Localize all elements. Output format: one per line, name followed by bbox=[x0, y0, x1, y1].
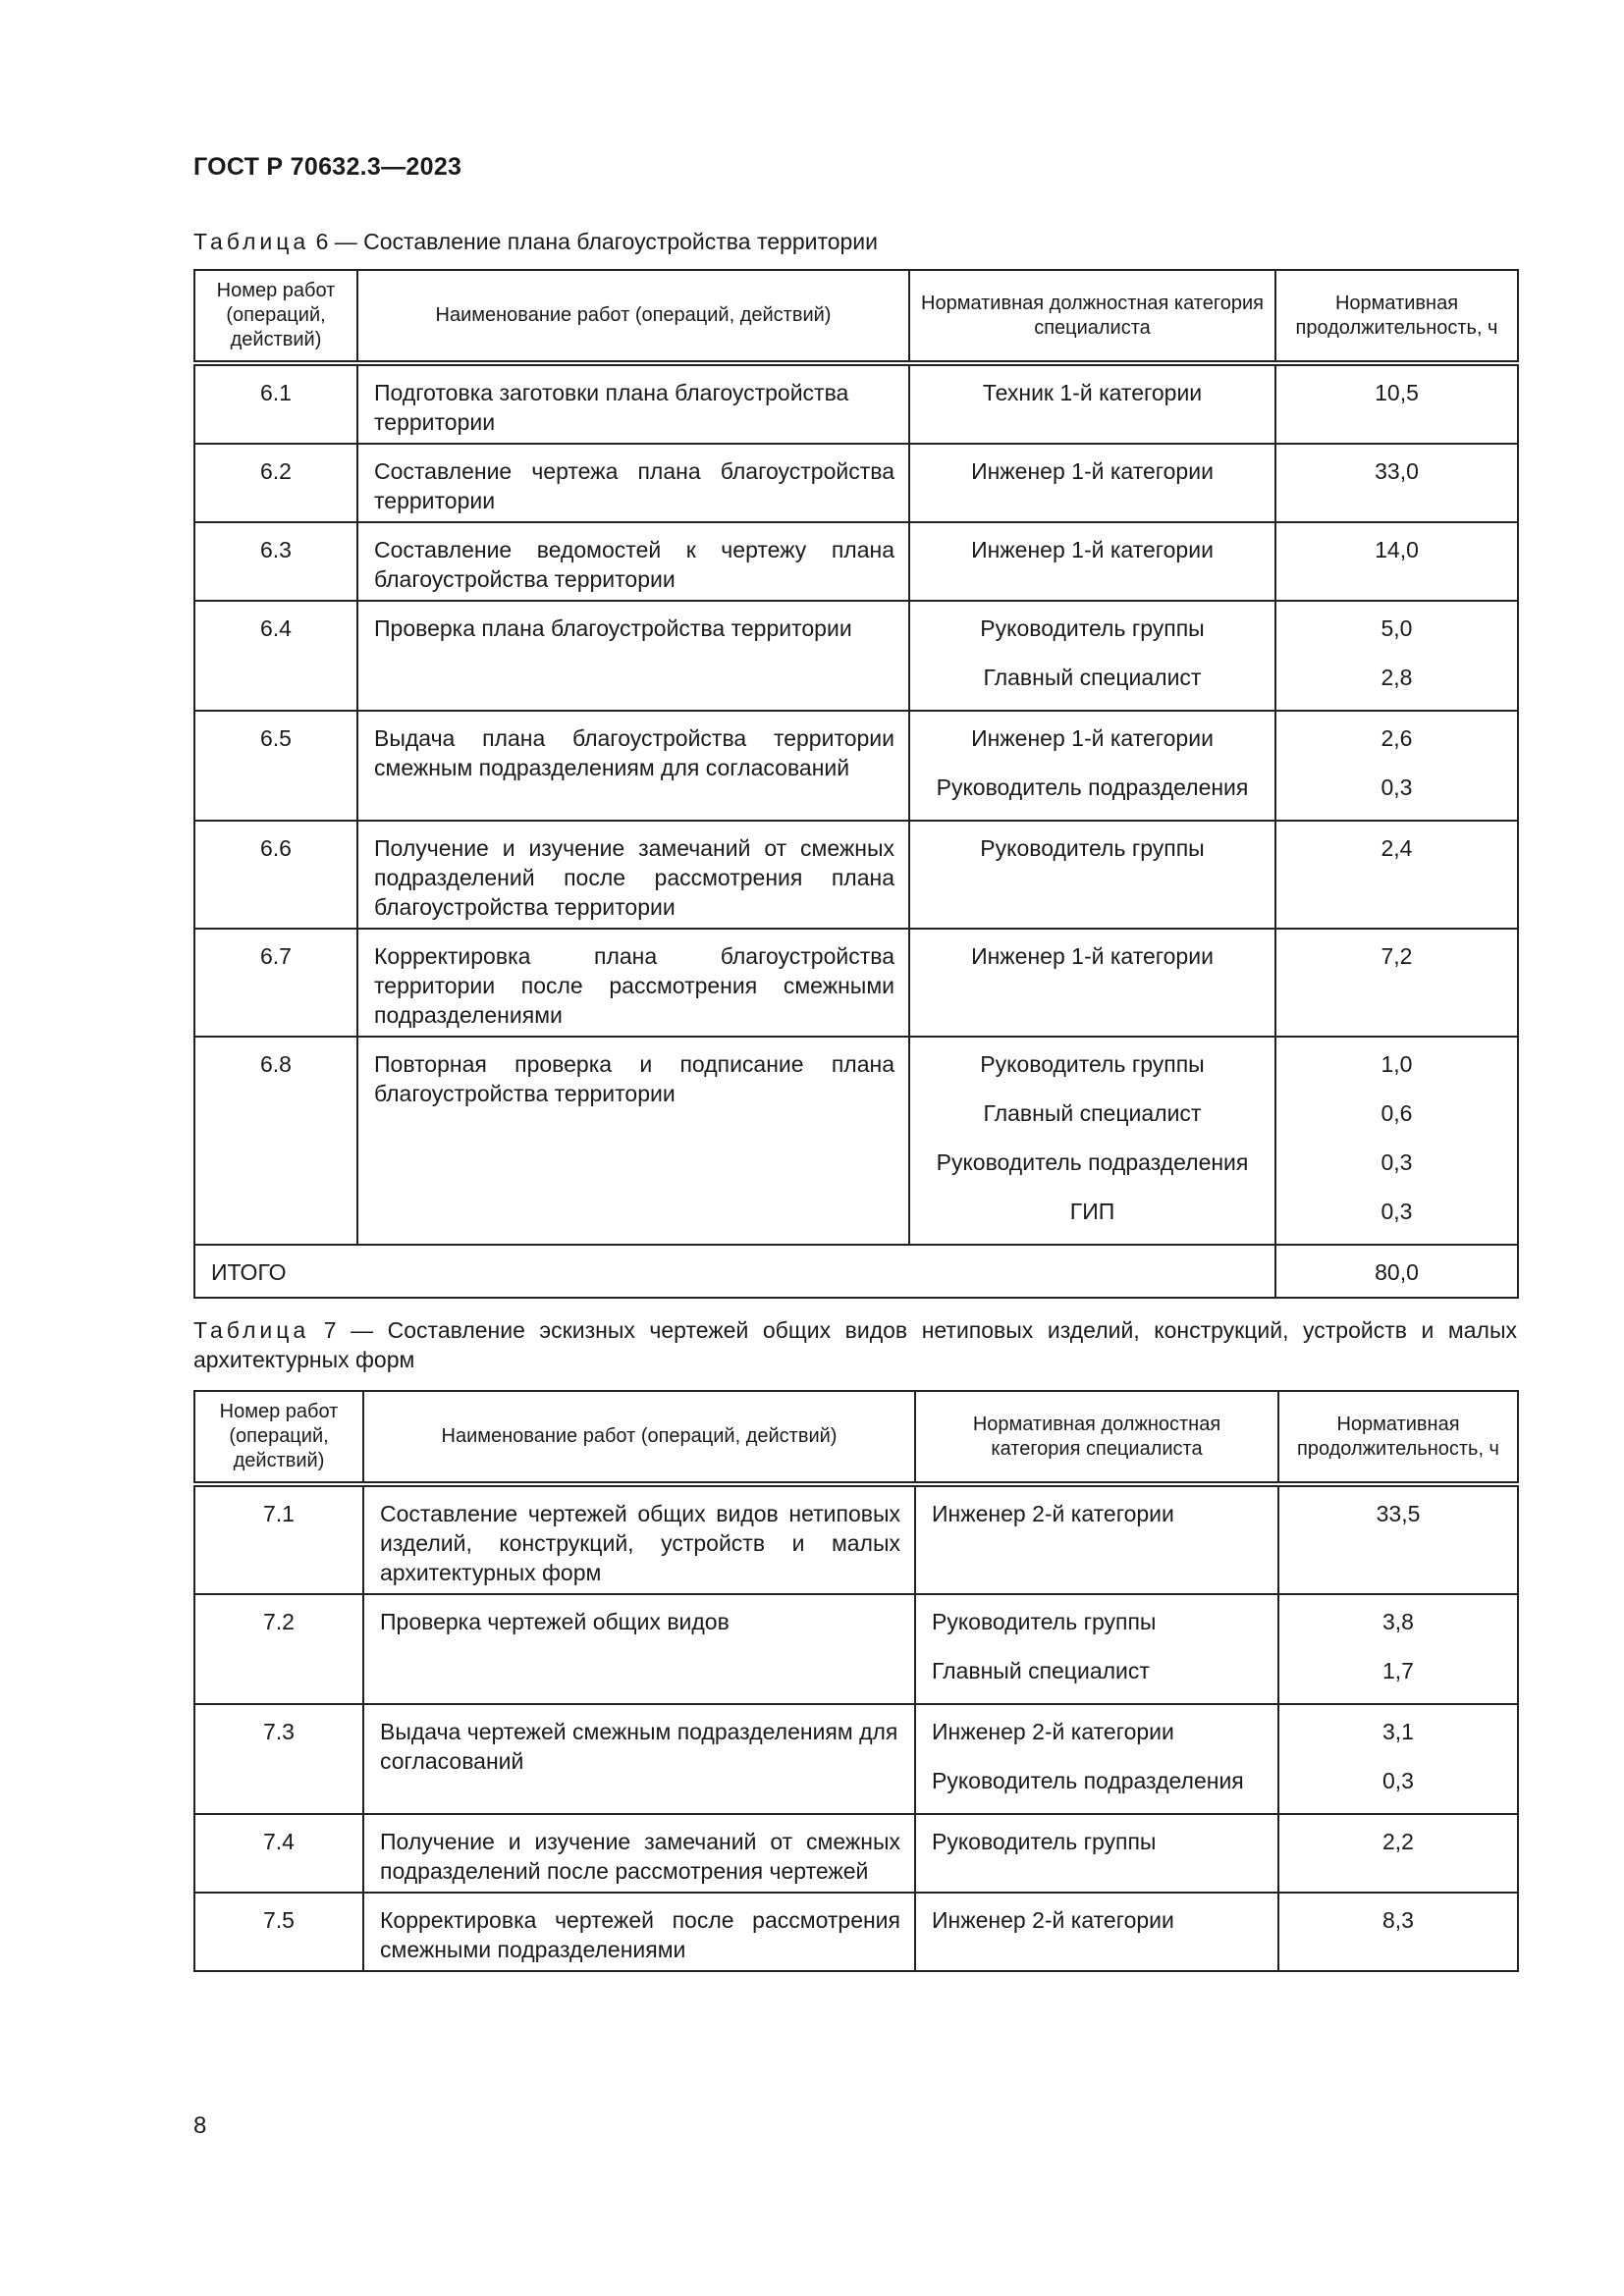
row-number: 7.4 bbox=[194, 1814, 363, 1893]
work-name: Получение и изучение замечаний от смежных подразделений после рассмотрения плана благоустройства территории bbox=[357, 821, 909, 929]
specialist-category: Руководитель подразделения bbox=[936, 1149, 1249, 1175]
table7-header-duration: Нормативная продолжительность, ч bbox=[1278, 1391, 1518, 1484]
work-name: Проверка чертежей общих видов bbox=[363, 1594, 915, 1704]
total-label: ИТОГО bbox=[194, 1245, 1275, 1298]
work-name: Составление ведомостей к чертежу плана благоустройства территории bbox=[357, 522, 909, 601]
specialist-category: Руководитель подразделения bbox=[936, 774, 1249, 800]
table7-caption-word: Таблица bbox=[193, 1317, 310, 1343]
table6-header-duration: Нормативная продолжительность, ч bbox=[1275, 270, 1518, 363]
work-name: Выдача плана благоустройства территории смежным подразделениям для согласований bbox=[357, 711, 909, 821]
duration-cell bbox=[1278, 1893, 1518, 1971]
row-number: 6.3 bbox=[194, 522, 357, 601]
category-cell bbox=[915, 1594, 1278, 1704]
specialist-category: Инженер 1-й категории bbox=[971, 943, 1214, 969]
row-number: 7.2 bbox=[194, 1594, 363, 1704]
table6-caption-word: Таблица bbox=[193, 229, 310, 254]
table7-caption-text: 7 — Составление эскизных чертежей общих видов нетиповых изделий, конструкций, устройств и малых архитектурных форм bbox=[193, 1317, 1517, 1372]
duration-cell bbox=[1278, 1704, 1518, 1814]
work-name: Подготовка заготовки плана благоустройства территории bbox=[357, 363, 909, 444]
work-name: Корректировка чертежей после рассмотрения смежными подразделениями bbox=[363, 1893, 915, 1971]
duration-value: 33,5 bbox=[1376, 1501, 1421, 1526]
work-name: Выдача чертежей смежным подразделениям для согласований bbox=[363, 1704, 915, 1814]
duration-value: 14,0 bbox=[1375, 537, 1419, 562]
category-cell bbox=[915, 1814, 1278, 1893]
category-cell bbox=[909, 711, 1275, 821]
total-value: 80,0 bbox=[1275, 1245, 1518, 1298]
table7-caption bbox=[193, 1315, 1517, 1374]
duration-value: 2,2 bbox=[1382, 1829, 1414, 1854]
table-row bbox=[194, 522, 1518, 601]
row-number: 6.2 bbox=[194, 444, 357, 522]
table6-body bbox=[194, 363, 1518, 1298]
work-name: Получение и изучение замечаний от смежных подразделений после рассмотрения чертежей bbox=[363, 1814, 915, 1893]
duration-value: 1,7 bbox=[1382, 1658, 1414, 1683]
table7-header-category: Нормативная должностная категория специалиста bbox=[915, 1391, 1278, 1484]
duration-value: 2,4 bbox=[1380, 835, 1413, 861]
duration-value: 1,0 bbox=[1380, 1051, 1413, 1077]
category-cell bbox=[915, 1484, 1278, 1594]
specialist-category: Руководитель подразделения bbox=[932, 1768, 1244, 1793]
duration-cell bbox=[1275, 711, 1518, 821]
duration-cell bbox=[1275, 444, 1518, 522]
duration-value: 8,3 bbox=[1382, 1907, 1414, 1933]
duration-value: 0,3 bbox=[1380, 1199, 1413, 1224]
duration-value: 10,5 bbox=[1375, 380, 1419, 405]
table-7 bbox=[193, 1390, 1519, 1972]
row-number: 6.5 bbox=[194, 711, 357, 821]
specialist-category: Инженер 1-й категории bbox=[971, 537, 1214, 562]
duration-cell bbox=[1275, 363, 1518, 444]
document-header: ГОСТ Р 70632.3—2023 bbox=[193, 153, 462, 181]
duration-cell bbox=[1275, 522, 1518, 601]
work-name: Повторная проверка и подписание плана благоустройства территории bbox=[357, 1037, 909, 1245]
table-6 bbox=[193, 269, 1519, 1299]
category-cell bbox=[909, 821, 1275, 929]
specialist-category: Инженер 1-й категории bbox=[971, 458, 1214, 484]
specialist-category: Инженер 2-й категории bbox=[932, 1501, 1174, 1526]
table6-header-name: Наименование работ (операций, действий) bbox=[357, 270, 909, 363]
category-cell bbox=[909, 929, 1275, 1037]
table6-header-row bbox=[194, 270, 1518, 363]
row-number: 6.6 bbox=[194, 821, 357, 929]
table-row bbox=[194, 1037, 1518, 1245]
table-row bbox=[194, 821, 1518, 929]
table-row bbox=[194, 601, 1518, 711]
page-number: 8 bbox=[193, 2112, 207, 2139]
row-number: 7.5 bbox=[194, 1893, 363, 1971]
table6-header-category: Нормативная должностная категория специалиста bbox=[909, 270, 1275, 363]
duration-value: 0,3 bbox=[1382, 1768, 1414, 1793]
duration-cell bbox=[1275, 1037, 1518, 1245]
specialist-category: Руководитель группы bbox=[980, 615, 1205, 641]
specialist-category: Инженер 2-й категории bbox=[932, 1719, 1174, 1744]
table-row bbox=[194, 1704, 1518, 1814]
table-row bbox=[194, 1893, 1518, 1971]
table7-header-row bbox=[194, 1391, 1518, 1484]
specialist-category: Техник 1-й категории bbox=[982, 380, 1203, 405]
table6-caption bbox=[193, 227, 1517, 256]
row-number: 6.1 bbox=[194, 363, 357, 444]
row-number: 7.1 bbox=[194, 1484, 363, 1594]
table7-header-name: Наименование работ (операций, действий) bbox=[363, 1391, 915, 1484]
work-name: Корректировка плана благоустройства территории после рассмотрения смежными подразделениями bbox=[357, 929, 909, 1037]
duration-cell bbox=[1278, 1814, 1518, 1893]
table-row bbox=[194, 444, 1518, 522]
specialist-category: Инженер 1-й категории bbox=[971, 725, 1214, 751]
duration-cell bbox=[1275, 601, 1518, 711]
table-row bbox=[194, 1814, 1518, 1893]
category-cell bbox=[909, 601, 1275, 711]
category-cell bbox=[909, 363, 1275, 444]
work-name: Проверка плана благоустройства территории bbox=[357, 601, 909, 711]
table-row bbox=[194, 929, 1518, 1037]
duration-cell bbox=[1275, 821, 1518, 929]
row-number: 6.8 bbox=[194, 1037, 357, 1245]
duration-value: 7,2 bbox=[1380, 943, 1413, 969]
work-name: Составление чертежа плана благоустройства территории bbox=[357, 444, 909, 522]
specialist-category: Руководитель группы bbox=[932, 1609, 1157, 1634]
duration-value: 3,8 bbox=[1382, 1609, 1414, 1634]
duration-cell bbox=[1275, 929, 1518, 1037]
duration-value: 33,0 bbox=[1375, 458, 1419, 484]
category-cell bbox=[915, 1893, 1278, 1971]
duration-value: 0,3 bbox=[1380, 1149, 1413, 1175]
table-row bbox=[194, 363, 1518, 444]
table-row bbox=[194, 1594, 1518, 1704]
duration-cell bbox=[1278, 1594, 1518, 1704]
row-number: 6.7 bbox=[194, 929, 357, 1037]
specialist-category: Руководитель группы bbox=[980, 835, 1205, 861]
category-cell bbox=[909, 522, 1275, 601]
total-row bbox=[194, 1245, 1518, 1298]
table7-header-num: Номер работ (операций, действий) bbox=[194, 1391, 363, 1484]
duration-value: 2,8 bbox=[1380, 665, 1413, 690]
category-cell bbox=[909, 444, 1275, 522]
specialist-category: Главный специалист bbox=[983, 1100, 1202, 1126]
work-name: Составление чертежей общих видов нетиповых изделий, конструкций, устройств и малых архитектурных форм bbox=[363, 1484, 915, 1594]
category-cell bbox=[915, 1704, 1278, 1814]
table6-caption-text: 6 — Составление плана благоустройства территории bbox=[315, 229, 879, 254]
specialist-category: ГИП bbox=[1069, 1199, 1115, 1224]
duration-value: 5,0 bbox=[1380, 615, 1413, 641]
table-row bbox=[194, 1484, 1518, 1594]
specialist-category: Руководитель группы bbox=[980, 1051, 1205, 1077]
specialist-category: Главный специалист bbox=[932, 1658, 1150, 1683]
table6-header-num: Номер работ (операций, действий) bbox=[194, 270, 357, 363]
specialist-category: Главный специалист bbox=[983, 665, 1202, 690]
specialist-category: Руководитель группы bbox=[932, 1829, 1157, 1854]
duration-cell bbox=[1278, 1484, 1518, 1594]
duration-value: 3,1 bbox=[1382, 1719, 1414, 1744]
specialist-category: Инженер 2-й категории bbox=[932, 1907, 1174, 1933]
duration-value: 0,3 bbox=[1380, 774, 1413, 800]
row-number: 6.4 bbox=[194, 601, 357, 711]
duration-value: 2,6 bbox=[1380, 725, 1413, 751]
table7-body bbox=[194, 1484, 1518, 1971]
row-number: 7.3 bbox=[194, 1704, 363, 1814]
table-row bbox=[194, 711, 1518, 821]
duration-value: 0,6 bbox=[1380, 1100, 1413, 1126]
category-cell bbox=[909, 1037, 1275, 1245]
